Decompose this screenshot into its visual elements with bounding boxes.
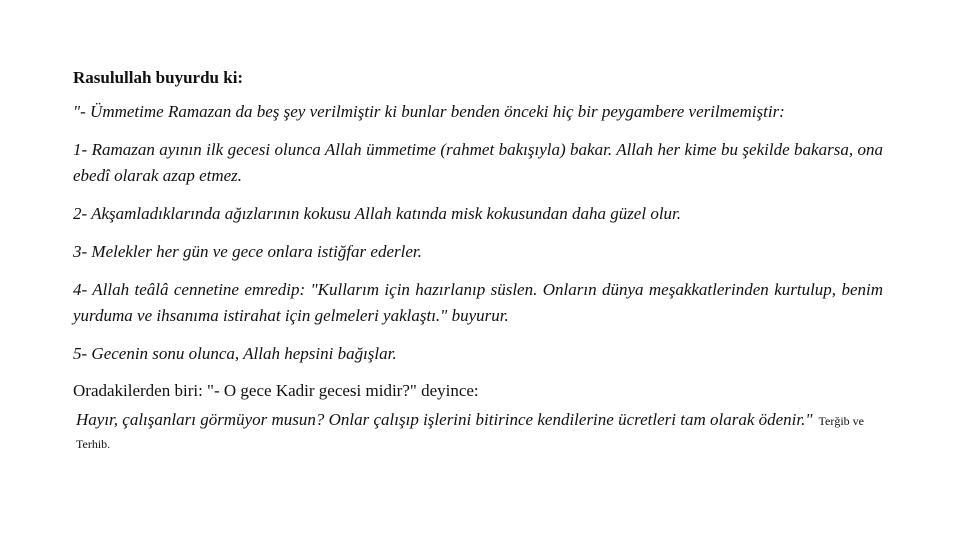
answer-text: Hayır, çalışanları görmüyor musun? Onlar çalışıp işlerini bitirince kendilerine ücretleri tam olarak ödenir." (76, 410, 813, 429)
hadith-document (73, 66, 883, 455)
source-citation: Terğib ve Terhib. (76, 414, 864, 451)
intro-paragraph: "- Ümmetime Ramazan da beş şey verilmiştir ki bunlar benden önceki hiç bir peygambere verilmemiştir: (73, 102, 785, 121)
list-item-5: 5- Gecenin sonu olunca, Allah hepsini bağışlar. (73, 344, 397, 363)
answer-paragraph (73, 409, 883, 455)
list-item-4: 4- Allah teâlâ cennetine emredip: "Kullarım için hazırlanıp süslen. Onların dünya meşakkatlerinden kurtulup, benim yurduma ve ihsanıma istirahat için gelmeleri yaklaştı." buyurur. (73, 280, 883, 325)
list-item-3: 3- Melekler her gün ve gece onlara istiğfar ederler. (73, 242, 422, 261)
list-item-2: 2- Akşamladıklarında ağızlarının kokusu Allah katında misk kokusundan daha güzel olur. (73, 204, 682, 223)
list-item-1: 1- Ramazan ayının ilk gecesi olunca Allah ümmetime (rahmet bakışıyla) bakar. Allah her kime bu şekilde bakarsa, ona ebedî olarak azap etmez. (73, 140, 883, 185)
question-line: Oradakilerden biri: "- O gece Kadir gecesi midir?" deyince: (73, 381, 479, 400)
document-heading: Rasulullah buyurdu ki: (73, 68, 244, 87)
